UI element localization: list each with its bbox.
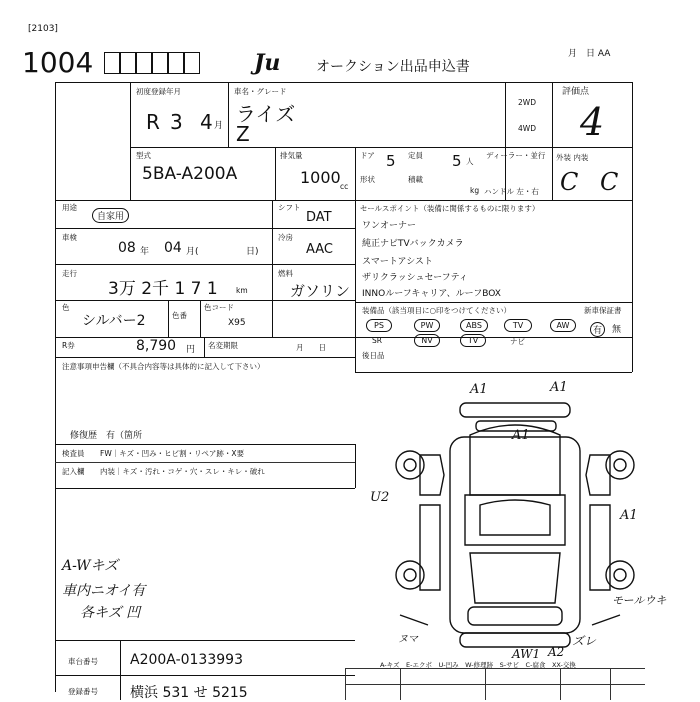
tax-label: 名変期限: [208, 341, 238, 350]
damage-legend: A-キズ E-エクボ U-凹み W-修理跡 S-サビ C-腐食 XX-交換: [380, 661, 576, 669]
capacity: 5: [452, 152, 462, 170]
lot-number: 1004: [22, 46, 94, 79]
inspection-label: 車検: [62, 233, 77, 242]
equip-aw: AW: [550, 319, 576, 332]
color-code: X95: [228, 318, 246, 328]
warranty-no: 無: [612, 325, 622, 335]
chassis-label: 車台番号: [68, 657, 98, 666]
ext-int-label: 外装 内装: [556, 153, 589, 162]
equipment-label: 装備品（該当項目に○印をつけてください）: [362, 306, 512, 315]
handwritten-note-3: 各キズ 凹: [80, 605, 141, 621]
capacity-label: 定員: [408, 151, 423, 160]
displacement: 1000: [300, 168, 341, 187]
damage-mark-a1-front-right: A1: [550, 380, 568, 395]
score: 4: [580, 100, 605, 144]
notes-row1: FW｜キズ・凹み・ヒビ割・リペア跡・X要: [100, 449, 245, 458]
equip-tv2: TV: [460, 334, 486, 347]
damage-mark-a1-hood: A1: [512, 428, 530, 443]
first-reg-label: 初度登録年月: [136, 87, 181, 96]
equip-navi: ナビ: [510, 337, 525, 346]
inspection-month-unit: 月(: [186, 247, 199, 257]
equip-abs: ABS: [460, 319, 488, 332]
load-unit: kg: [470, 186, 480, 195]
grade: Z: [236, 122, 250, 146]
drive-4wd: 4WD: [518, 124, 536, 133]
notes-label: 注意事項申告欄（不具合内容等は具体的に記入して下さい）: [62, 362, 265, 371]
inspection-year: 08: [118, 240, 136, 256]
score-label: 評価点: [562, 87, 590, 97]
displacement-unit: cc: [340, 182, 349, 191]
equip-pw: PW: [414, 319, 440, 332]
mileage: 3万 2千 1 7 1: [108, 279, 218, 299]
recycle-amount: 8,790: [136, 338, 177, 354]
damage-mark-a1-right: A1: [620, 508, 638, 523]
mileage-unit: km: [236, 286, 248, 295]
color-code-label: 色コード: [204, 303, 234, 312]
interior-grade: C: [600, 168, 619, 196]
doors: 5: [386, 152, 396, 170]
equip-nv: NV: [414, 334, 440, 347]
ac-label: 冷房: [278, 233, 293, 242]
date-labels: 月 日 AA: [568, 49, 611, 59]
inspection-month: 04: [164, 240, 182, 256]
sales-point-5: INNOルーフキャリア、ルーフBOX: [362, 289, 501, 299]
handwritten-note-1: A-Wキズ: [62, 558, 119, 574]
warranty-label: 新車保証書: [584, 306, 622, 315]
fuel-label: 燃料: [278, 269, 293, 278]
first-reg-month: 4: [200, 110, 213, 134]
first-reg-year: 3: [170, 110, 183, 134]
damage-mark-aw1: AW1: [512, 647, 541, 661]
shift: DAT: [306, 210, 332, 225]
color-label: 色: [62, 303, 70, 312]
model: 5BA-A200A: [142, 164, 238, 184]
sales-point-1: ワンオーナー: [362, 221, 417, 231]
warranty-yes: 有: [590, 322, 605, 337]
plate-number: 横浜 531 せ 5215: [130, 685, 248, 701]
notes-row2: 内装｜キズ・汚れ・コゲ・穴・スレ・キレ・破れ: [100, 467, 265, 476]
handwritten-note-2: 車内ニオイ有: [62, 583, 146, 599]
inspection-day-unit: 日): [246, 247, 259, 257]
load-label: 積載: [408, 175, 423, 184]
sales-point-2: 純正ナビTVバックカメラ: [362, 239, 464, 249]
damage-mark-bottom-left: ヌマ: [398, 634, 418, 645]
entry-label: 記入欄: [62, 467, 85, 476]
damage-mark-a2: A2: [548, 645, 565, 659]
tax-date: 月 日: [296, 343, 326, 352]
repair-history: 修復歴 有（箇所: [70, 431, 143, 441]
model-label: 型式: [136, 151, 151, 160]
damage-mark-molding: モールウキ: [612, 594, 667, 607]
ju-logo: Ju: [254, 50, 281, 76]
equip-ps: PS: [366, 319, 392, 332]
recycle-unit: 円: [186, 345, 196, 355]
color-no-label: 色番: [172, 311, 187, 320]
sales-points-label: セールスポイント（装備に関係するものに限ります）: [360, 204, 540, 213]
plate-label: 登録番号: [68, 687, 98, 696]
exterior-grade: C: [560, 168, 579, 196]
chassis-number: A200A-0133993: [130, 652, 243, 668]
sales-point-3: スマートアシスト: [362, 257, 433, 267]
mileage-label: 走行: [62, 269, 77, 278]
inspector-label: 検査員: [62, 449, 85, 458]
car-name: ライズ: [236, 102, 296, 126]
capacity-unit: 人: [466, 157, 474, 166]
ac: AAC: [306, 242, 333, 257]
first-reg-era: R: [146, 110, 160, 134]
inspection-year-unit: 年: [140, 247, 150, 257]
later-items-label: 後日品: [362, 351, 385, 360]
color: シルバー2: [82, 313, 146, 329]
car-damage-diagram: [380, 375, 660, 655]
fuel: ガソリン: [290, 282, 351, 300]
shift-label: シフト: [278, 203, 301, 212]
first-reg-unit: 月: [214, 121, 224, 131]
equip-tv: TV: [504, 319, 532, 332]
handle-label: ハンドル 左・右: [484, 187, 539, 196]
form-code: [2103]: [28, 24, 58, 34]
car-name-label: 車名・グレード: [234, 87, 287, 96]
drive-2wd: 2WD: [518, 98, 536, 107]
sales-point-4: ザリクラッシュセーフティ: [362, 273, 468, 283]
displacement-label: 排気量: [280, 151, 303, 160]
usage: 自家用: [92, 208, 129, 223]
equip-sr: SR: [372, 336, 382, 345]
damage-mark-shift: ズレ: [572, 634, 597, 648]
usage-label: 用途: [62, 203, 77, 212]
damage-mark-a1-front-left: A1: [470, 382, 488, 397]
dealer-label: ディーラー・並行: [486, 151, 546, 160]
recycle-label: R券: [62, 341, 75, 350]
doors-label: ドア: [360, 151, 375, 160]
shape-label: 形状: [360, 175, 375, 184]
damage-mark-u2: U2: [370, 490, 390, 505]
form-title: オークション出品申込書: [316, 59, 470, 75]
